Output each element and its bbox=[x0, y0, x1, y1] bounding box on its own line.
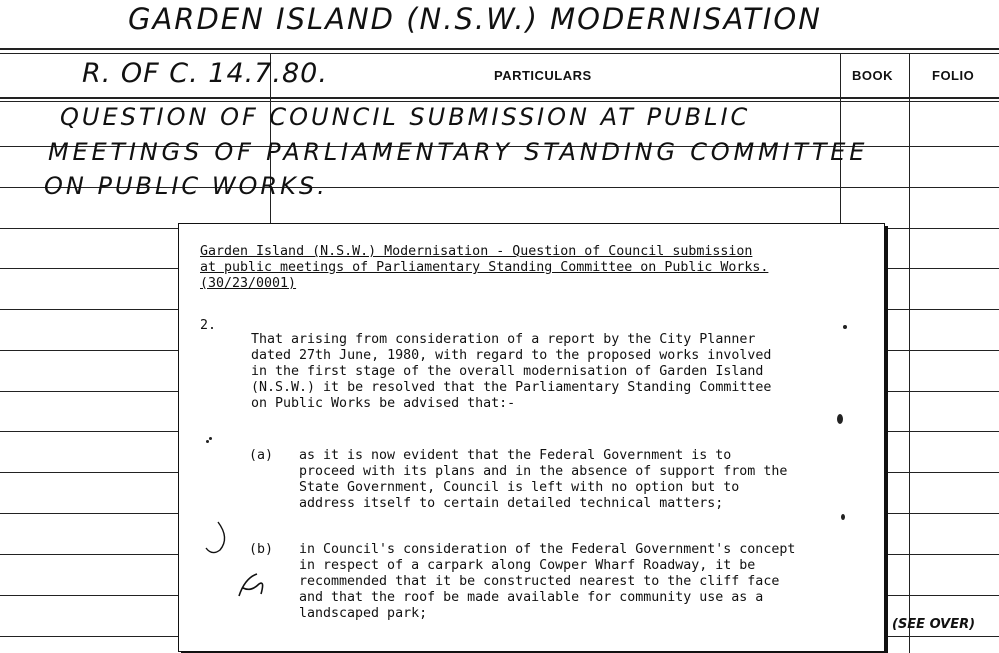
scan-speck bbox=[209, 437, 212, 440]
item-line: and that the roof be made available for community use as a bbox=[299, 590, 764, 605]
item-b-label: (b) bbox=[249, 542, 274, 557]
handwritten-line-3: ON PUBLIC WORKS. bbox=[44, 172, 328, 200]
slip-title-line: at public meetings of Parliamentary Standing Committee on Public Works. bbox=[200, 260, 769, 275]
reference-date: R. OF C. 14.7.80. bbox=[82, 58, 328, 89]
slip-file-number: (30/23/0001) bbox=[200, 276, 297, 291]
paragraph-line: That arising from consideration of a report by the City Planner bbox=[251, 332, 756, 347]
item-a-label: (a) bbox=[249, 448, 274, 463]
item-line: proceed with its plans and in the absence of support from the bbox=[299, 464, 788, 479]
handwritten-line-2: MEETINGS OF PARLIAMENTARY STANDING COMMITTEE bbox=[48, 138, 869, 166]
slip-title-line: Garden Island (N.S.W.) Modernisation - Question of Council submission bbox=[200, 244, 753, 259]
top-rule bbox=[0, 48, 999, 50]
scan-speck bbox=[843, 325, 847, 329]
folio-header: FOLIO bbox=[932, 68, 975, 83]
header-bottom-rule bbox=[0, 97, 999, 99]
scan-speck bbox=[206, 440, 209, 443]
item-b-text bbox=[299, 542, 869, 622]
handwritten-line-1: QUESTION OF COUNCIL SUBMISSION AT PUBLIC bbox=[60, 103, 751, 131]
scan-speck bbox=[837, 414, 843, 424]
paragraph-line: in the first stage of the overall modernisation of Garden Island bbox=[251, 364, 764, 379]
item-line: State Government, Council is left with no option but to bbox=[299, 480, 740, 495]
see-over-note: (SEE OVER) bbox=[892, 617, 976, 632]
paragraph-line: dated 27th June, 1980, with regard to the proposed works involved bbox=[251, 348, 772, 363]
item-line: in Council's consideration of the Federal Government's concept bbox=[299, 542, 796, 557]
folio-column-divider bbox=[909, 53, 910, 653]
particulars-header: PARTICULARS bbox=[494, 68, 592, 83]
paragraph-line: (N.S.W.) it be resolved that the Parliamentary Standing Committee bbox=[251, 380, 772, 395]
pasted-minute-slip bbox=[178, 223, 885, 652]
item-line: landscaped park; bbox=[299, 606, 428, 621]
item-line: recommended that it be constructed nearest to the cliff face bbox=[299, 574, 780, 589]
card-title: GARDEN ISLAND (N.S.W.) MODERNISATION bbox=[128, 2, 822, 36]
book-header: BOOK bbox=[852, 68, 893, 83]
pen-mark bbox=[235, 566, 271, 602]
scan-speck bbox=[841, 514, 845, 520]
item-a-text bbox=[299, 448, 869, 512]
pen-mark bbox=[200, 518, 236, 558]
header-bottom-rule-thin bbox=[0, 101, 999, 102]
resolution-paragraph bbox=[251, 332, 866, 412]
item-line: address itself to certain detailed technical matters; bbox=[299, 496, 724, 511]
paragraph-number: 2. bbox=[200, 318, 217, 333]
top-rule-thin bbox=[0, 53, 999, 54]
item-line: as it is now evident that the Federal Government is to bbox=[299, 448, 732, 463]
item-line: in respect of a carpark along Cowper Wharf Roadway, it be bbox=[299, 558, 756, 573]
slip-title bbox=[200, 244, 870, 292]
paragraph-line: on Public Works be advised that:- bbox=[251, 396, 516, 411]
